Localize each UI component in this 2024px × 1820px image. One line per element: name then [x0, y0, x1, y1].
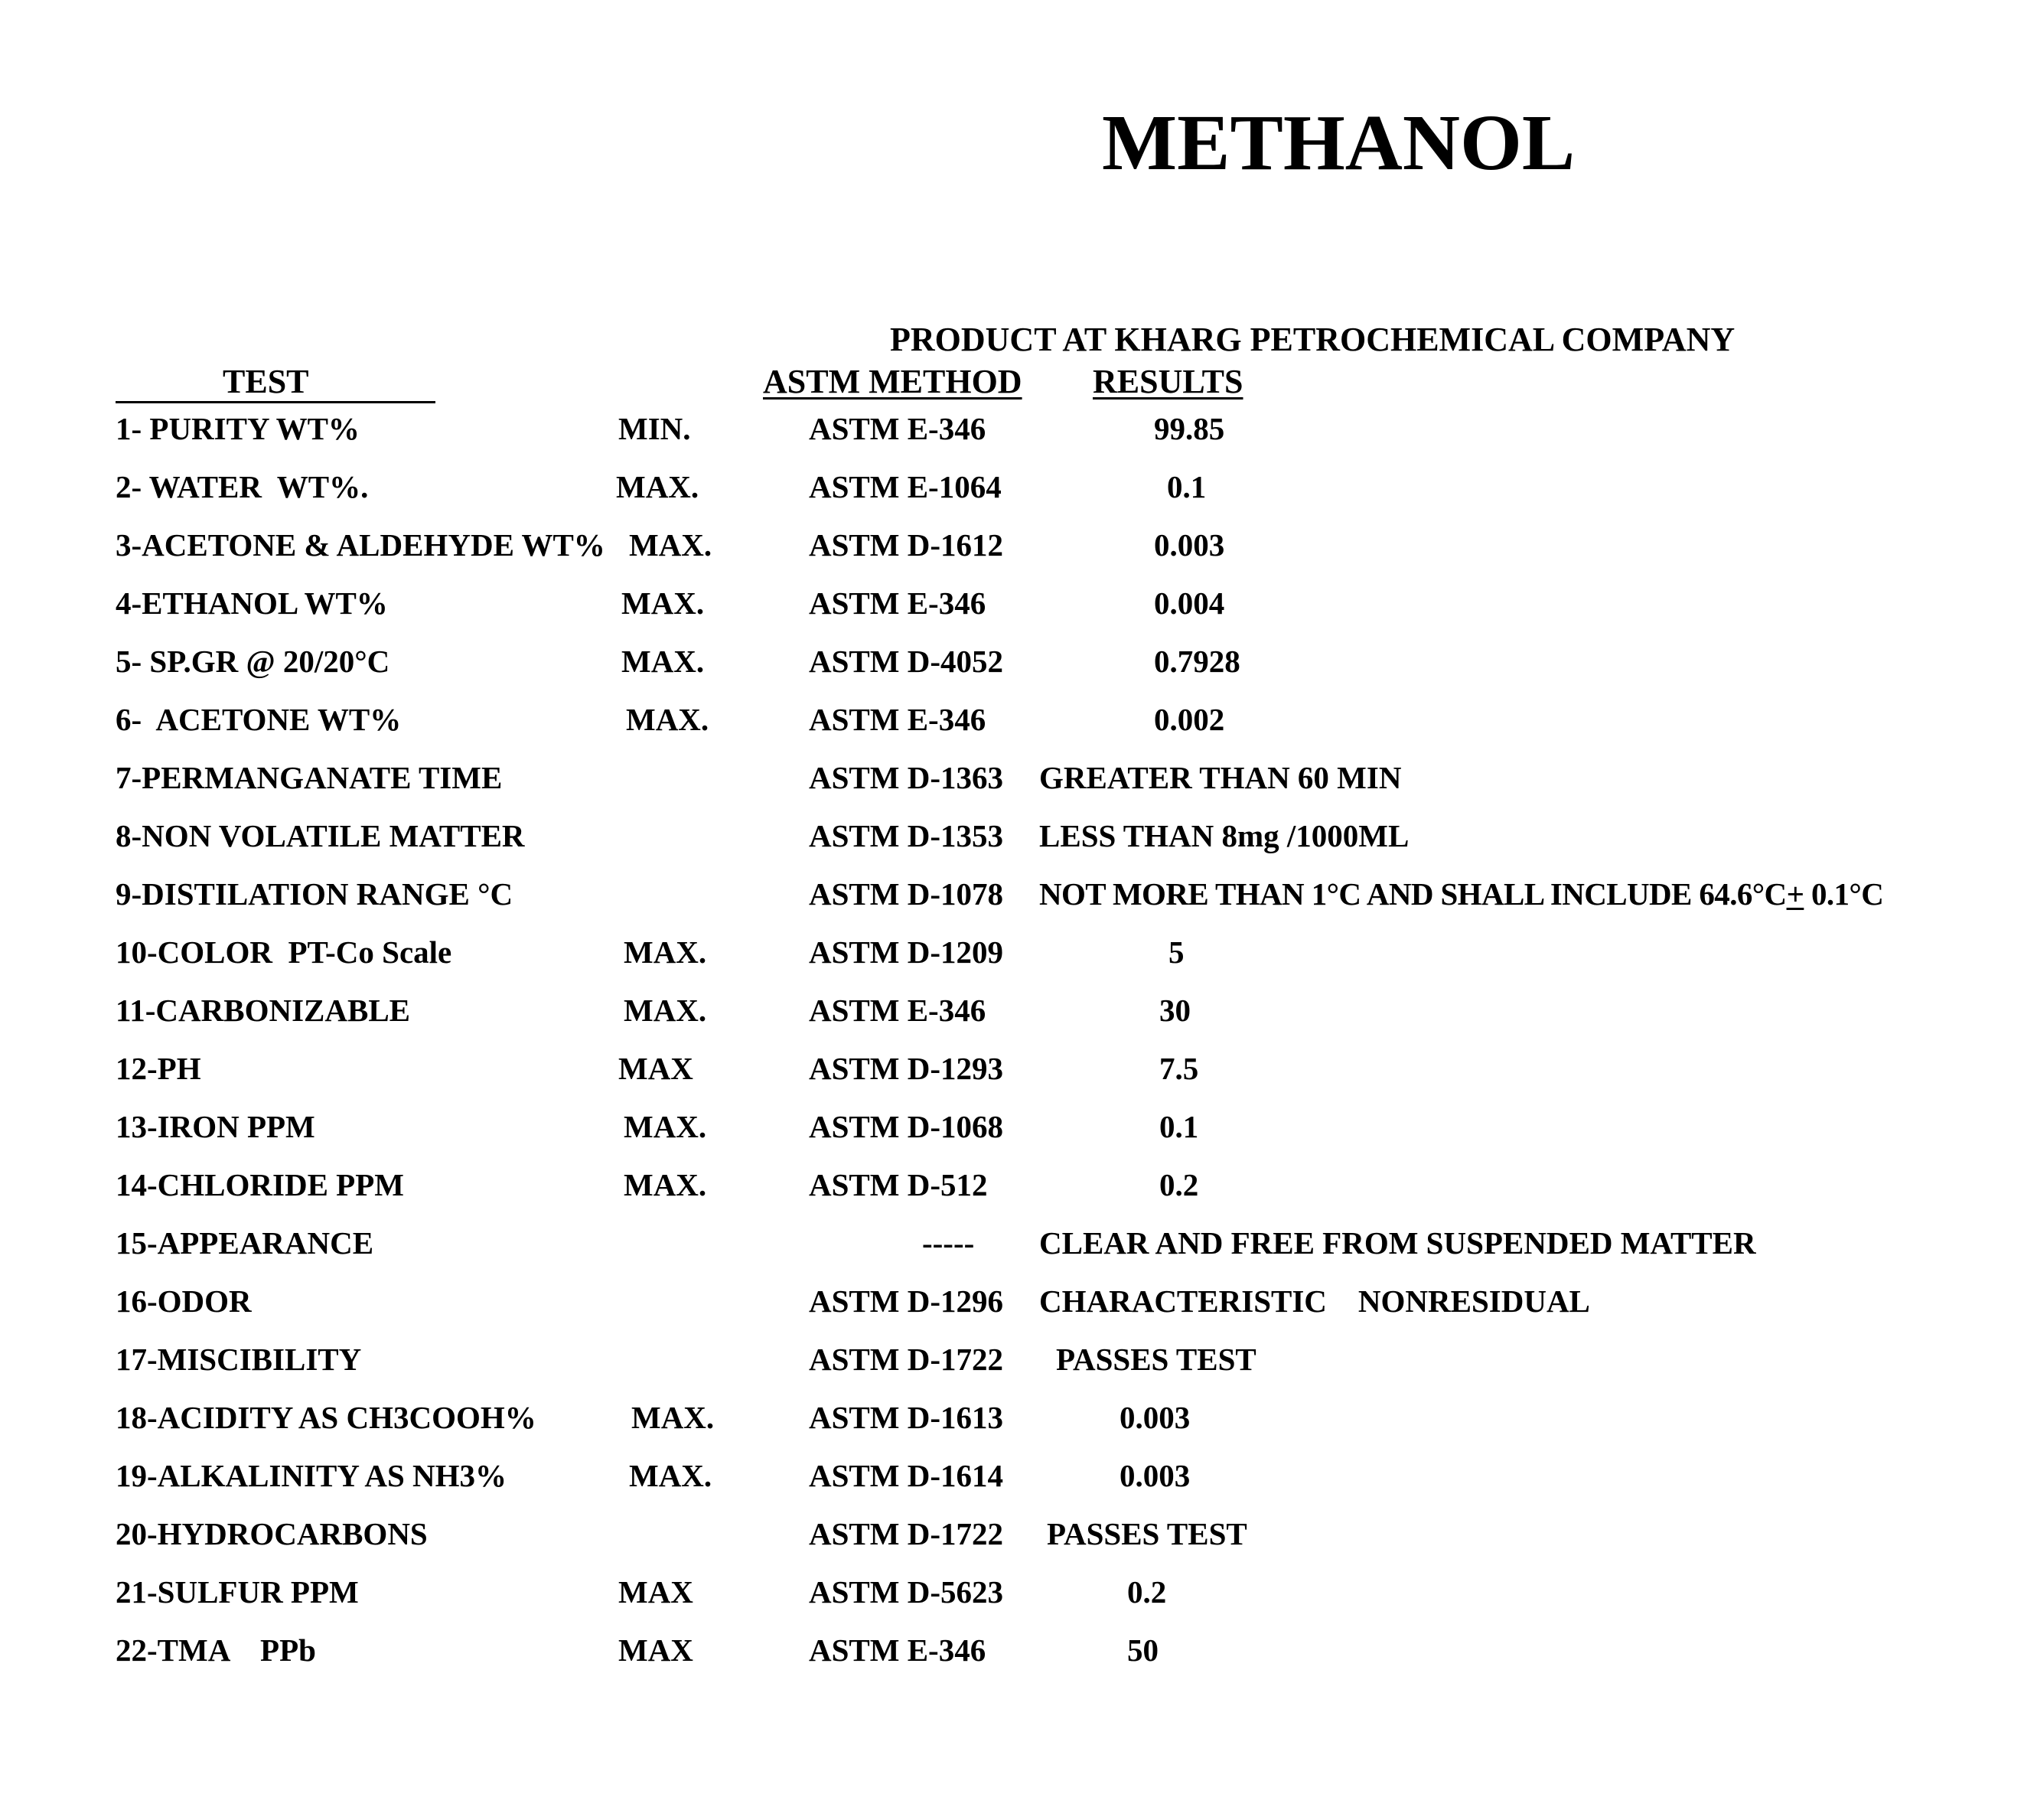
test-name: 4-ETHANOL WT% — [116, 585, 388, 621]
table-row — [0, 471, 2024, 517]
result-value: 99.85 — [1154, 411, 1225, 446]
plus-minus-sign: + — [1786, 876, 1804, 912]
column-header-results: RESULTS — [1093, 363, 1243, 400]
result-value: 0.003 — [1120, 1458, 1191, 1493]
astm-method: ASTM D-1296 — [809, 1283, 1003, 1319]
result-value: PASSES TEST — [1047, 1516, 1247, 1551]
result-value: 0.003 — [1154, 527, 1225, 563]
table-row — [0, 934, 2024, 983]
table-row — [0, 1574, 2024, 1623]
result-value: 0.004 — [1154, 585, 1225, 621]
limit-type: MAX. — [631, 1400, 715, 1435]
test-name: 20-HYDROCARBONS — [116, 1516, 428, 1551]
test-name: 19-ALKALINITY AS NH3% — [116, 1458, 507, 1493]
result-value: CLEAR AND FREE FROM SUSPENDED MATTER — [1039, 1225, 1756, 1261]
result-value: CHARACTERISTIC NONRESIDUAL — [1039, 1283, 1590, 1319]
astm-method: ASTM E-346 — [809, 702, 986, 737]
astm-method: ASTM D-1613 — [809, 1400, 1003, 1435]
limit-type: MAX. — [626, 702, 709, 737]
test-name: 16-ODOR — [116, 1283, 252, 1319]
astm-method: ASTM D-1078 — [809, 876, 1003, 912]
limit-type: MAX. — [621, 644, 705, 679]
limit-type: MAX. — [624, 934, 707, 970]
result-value: GREATER THAN 60 MIN — [1039, 760, 1402, 795]
result-value: 0.002 — [1154, 702, 1225, 737]
result-value — [1039, 876, 1884, 912]
result-value: 0.2 — [1159, 1167, 1199, 1202]
document-title: METHANOL — [1102, 99, 1576, 187]
column-header-test-label: TEST — [223, 363, 309, 400]
test-name: 8-NON VOLATILE MATTER — [116, 818, 525, 853]
astm-method: ASTM D-1209 — [809, 934, 1003, 970]
result-value: 0.003 — [1120, 1400, 1191, 1435]
astm-method: ASTM D-1068 — [809, 1109, 1003, 1144]
test-name: 13-IRON PPM — [116, 1109, 315, 1144]
result-value: 30 — [1159, 993, 1191, 1028]
test-name: 5- SP.GR @ 20/20°C — [116, 644, 390, 679]
test-name: 7-PERMANGANATE TIME — [116, 760, 503, 795]
table-row — [0, 1283, 2024, 1332]
test-name: 9-DISTILATION RANGE °C — [116, 876, 513, 912]
result-value: 5 — [1168, 934, 1185, 970]
astm-method: ASTM E-346 — [809, 585, 986, 621]
table-row — [0, 1053, 2024, 1099]
table-row — [0, 820, 2024, 866]
company-heading: PRODUCT AT KHARG PETROCHEMICAL COMPANY — [890, 321, 1736, 358]
table-row — [0, 527, 2024, 576]
result-value: PASSES TEST — [1056, 1342, 1256, 1377]
astm-method: ASTM D-1612 — [809, 527, 1003, 563]
astm-method: ASTM D-1722 — [809, 1516, 1003, 1551]
limit-type: MAX. — [629, 1458, 712, 1493]
table-row — [0, 762, 2024, 808]
limit-type: MAX. — [629, 527, 712, 563]
result-value: 0.1 — [1167, 469, 1207, 504]
table-row — [0, 1402, 2024, 1448]
table-row — [0, 585, 2024, 634]
astm-method: ASTM D-4052 — [809, 644, 1003, 679]
limit-type: MAX — [618, 1632, 693, 1668]
astm-method: ASTM D-1614 — [809, 1458, 1003, 1493]
result-value: 50 — [1127, 1632, 1159, 1668]
table-row — [0, 1111, 2024, 1157]
test-name: 18-ACIDITY AS CH3COOH% — [116, 1400, 536, 1435]
table-row — [0, 646, 2024, 692]
test-name: 3-ACETONE & ALDEHYDE WT% — [116, 527, 605, 563]
test-name: 14-CHLORIDE PPM — [116, 1167, 404, 1202]
test-name: 12-PH — [116, 1051, 201, 1086]
table-row — [0, 1632, 2024, 1681]
astm-method: ----- — [922, 1225, 975, 1261]
test-name: 21-SULFUR PPM — [116, 1574, 359, 1610]
limit-type: MAX — [618, 1574, 693, 1610]
test-name: 11-CARBONIZABLE — [116, 993, 411, 1028]
limit-type: MAX — [618, 1051, 693, 1086]
result-value: 0.2 — [1127, 1574, 1167, 1610]
result-value: LESS THAN 8mg /1000ML — [1039, 818, 1410, 853]
result-value: 7.5 — [1159, 1051, 1199, 1086]
astm-method: ASTM D-512 — [809, 1167, 988, 1202]
astm-method: ASTM D-1353 — [809, 818, 1003, 853]
result-text: NOT MORE THAN 1°C AND SHALL INCLUDE 64.6°C — [1039, 876, 1787, 912]
astm-method: ASTM D-1363 — [809, 760, 1003, 795]
column-header-test — [116, 365, 435, 403]
limit-type: MAX. — [624, 1167, 707, 1202]
limit-type: MAX. — [624, 993, 707, 1028]
table-row — [0, 876, 2024, 925]
test-name: 10-COLOR PT-Co Scale — [116, 934, 452, 970]
astm-method: ASTM D-5623 — [809, 1574, 1003, 1610]
table-row — [0, 1344, 2024, 1390]
table-row — [0, 704, 2024, 750]
limit-type: MIN. — [618, 411, 691, 446]
test-name: 15-APPEARANCE — [116, 1225, 374, 1261]
test-name: 2- WATER WT%. — [116, 469, 369, 504]
astm-method: ASTM D-1722 — [809, 1342, 1003, 1377]
astm-method: ASTM E-346 — [809, 1632, 986, 1668]
test-name: 22-TMA PPb — [116, 1632, 316, 1668]
result-tolerance: 0.1°C — [1804, 876, 1884, 912]
astm-method: ASTM E-346 — [809, 411, 986, 446]
result-value: 0.7928 — [1154, 644, 1240, 679]
test-name: 17-MISCIBILITY — [116, 1342, 362, 1377]
test-name: 1- PURITY WT% — [116, 411, 360, 446]
astm-method: ASTM E-1064 — [809, 469, 1002, 504]
table-row — [0, 1460, 2024, 1506]
table-row — [0, 1169, 2024, 1215]
table-row — [0, 995, 2024, 1041]
limit-type: MAX. — [616, 469, 699, 504]
astm-method: ASTM D-1293 — [809, 1051, 1003, 1086]
table-row — [0, 1225, 2024, 1274]
result-value: 0.1 — [1159, 1109, 1199, 1144]
limit-type: MAX. — [621, 585, 705, 621]
table-row — [0, 1518, 2024, 1564]
table-row — [0, 413, 2024, 459]
column-header-method: ASTM METHOD — [763, 363, 1022, 400]
test-name: 6- ACETONE WT% — [116, 702, 402, 737]
limit-type: MAX. — [624, 1109, 707, 1144]
astm-method: ASTM E-346 — [809, 993, 986, 1028]
